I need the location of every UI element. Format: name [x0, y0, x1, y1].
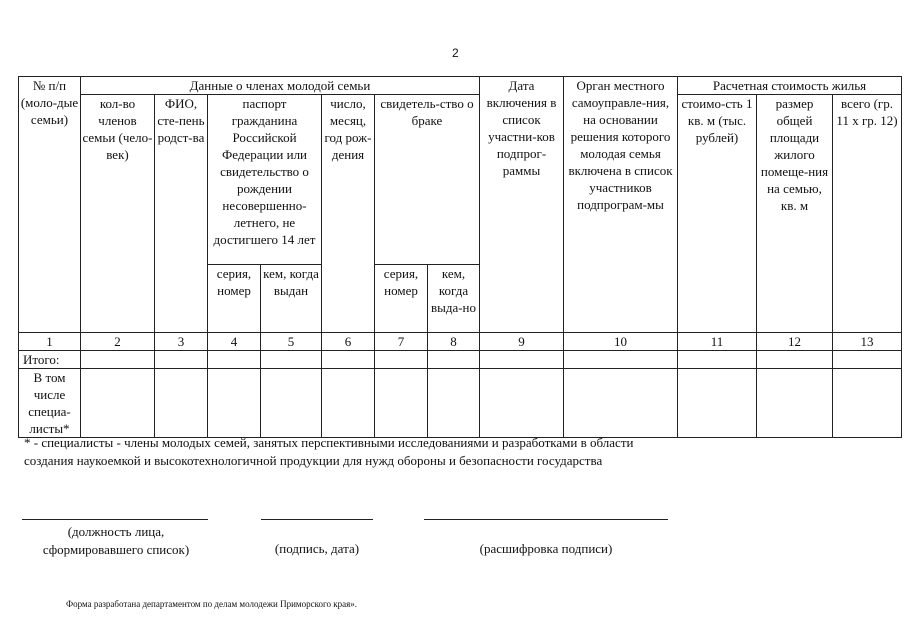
decoding-caption: (расшифровка подписи): [479, 541, 613, 556]
family-list-table: [18, 76, 902, 438]
total-row-label: Итого:: [19, 351, 81, 369]
column-number-row: [19, 333, 902, 351]
header-cost-per-meter: стоимо-сть 1 кв. м (тыс. рублей): [678, 95, 757, 333]
page-number: 2: [452, 46, 459, 60]
header-fio: ФИО, сте-пень родст-ва: [155, 95, 208, 333]
form-origin-note: Форма разработана департаментом по делам молодежи Приморского края».: [66, 599, 357, 609]
header-marriage-cert: свидетель-ство о браке: [375, 95, 480, 265]
header-marriage-series: серия, номер: [375, 265, 428, 333]
column-number: 4: [208, 333, 261, 351]
header-inclusion-date: Дата включения в список участни-ков подпрог-раммы: [480, 77, 564, 333]
decoding-signature-line: [424, 519, 668, 520]
header-member-count: кол-во членов семьи (чело-век): [81, 95, 155, 333]
column-number: 9: [480, 333, 564, 351]
footnote: * - специалисты - члены молодых семей, занятых перспективными исследованиями и разработками в области создания наукоемкой и высокотехнологичной продукции для нужд обороны и безопасности государства: [24, 435, 634, 468]
column-number: 13: [833, 333, 902, 351]
specialists-row: [19, 369, 902, 438]
header-housing-cost: Расчетная стоимость жилья: [678, 77, 902, 95]
column-number: 8: [428, 333, 480, 351]
column-number: 3: [155, 333, 208, 351]
header-passport-series: серия, номер: [208, 265, 261, 333]
header-family-members: Данные о членах молодой семьи: [81, 77, 480, 95]
position-signature-line: [22, 519, 208, 520]
signature-date-line: [261, 519, 373, 520]
column-number: 11: [678, 333, 757, 351]
column-number: 12: [757, 333, 833, 351]
header-passport-issued: кем, когда выдан: [261, 265, 322, 333]
specialists-row-label: В том числе специа-листы*: [19, 369, 81, 438]
header-local-authority: Орган местного самоуправле-ния, на основании решения которого молодая семья включена в список участников подпрограм-мы: [564, 77, 678, 333]
header-total-cost: всего (гр. 11 х гр. 12): [833, 95, 902, 333]
header-passport: паспорт гражданина Российской Федерации или свидетельство о рождении несовершенно-летнего, не достигшего 14 лет: [208, 95, 322, 265]
header-birthdate: число, месяц, год рож-дения: [322, 95, 375, 333]
header-row-number: № п/п (моло-дые семьи): [19, 77, 81, 333]
column-number: 7: [375, 333, 428, 351]
signature-caption: (подпись, дата): [274, 541, 360, 556]
column-number: 5: [261, 333, 322, 351]
column-number: 2: [81, 333, 155, 351]
position-caption: (должность лица, сформировавшего список): [42, 524, 190, 557]
column-number: 1: [19, 333, 81, 351]
column-number: 6: [322, 333, 375, 351]
total-row: [19, 351, 902, 369]
column-number: 10: [564, 333, 678, 351]
header-marriage-issued: кем, когда выда-но: [428, 265, 480, 333]
header-living-area: размер общей площади жилого помеще-ния на семью, кв. м: [757, 95, 833, 333]
